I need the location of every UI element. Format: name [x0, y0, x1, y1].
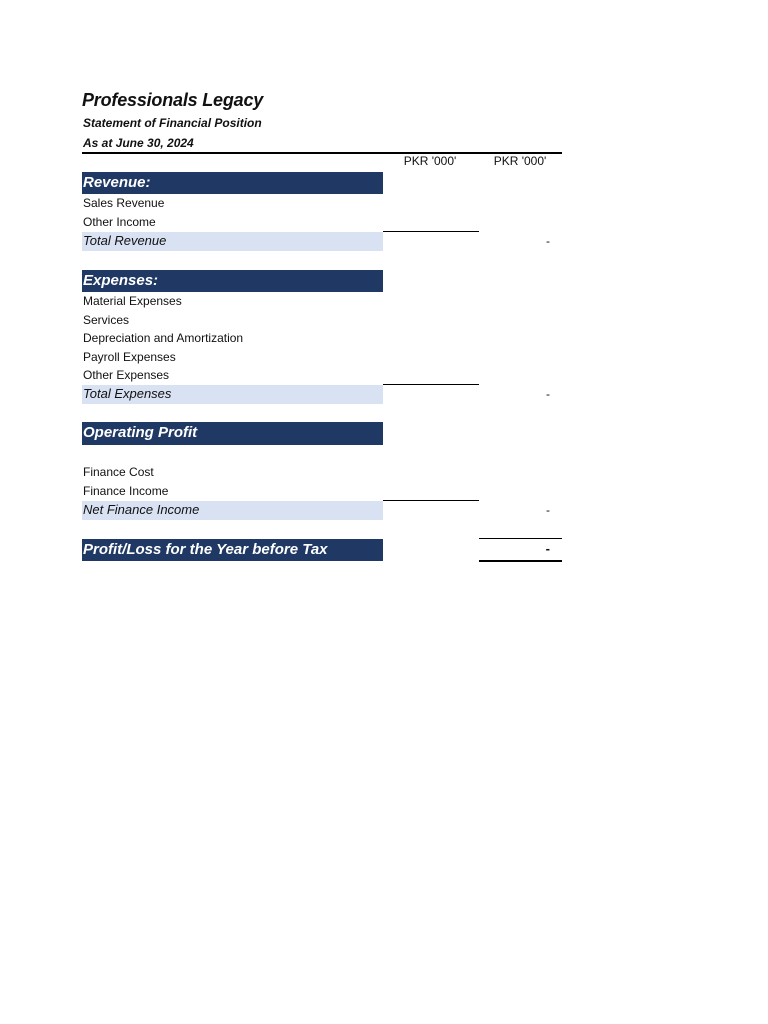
- statement-date: As at June 30, 2024: [83, 136, 194, 150]
- line-item: [82, 463, 562, 482]
- line-item-label: Finance Cost: [83, 465, 154, 479]
- total-revenue-label: Total Revenue: [83, 233, 167, 248]
- line-item-label: Finance Income: [83, 484, 169, 498]
- column-header-2: PKR '000': [493, 154, 547, 168]
- line-item-label: Material Expenses: [83, 294, 182, 308]
- line-item: [82, 292, 562, 311]
- expenses-heading: [82, 270, 383, 292]
- line-item: [82, 366, 562, 385]
- line-item-label: Other Expenses: [83, 368, 170, 382]
- line-item-label: Other Income: [83, 215, 156, 229]
- line-item-label: Payroll Expenses: [83, 350, 176, 364]
- total-revenue-value: -: [546, 234, 550, 248]
- line-item: [82, 329, 562, 348]
- net-finance-value-row: [82, 501, 562, 520]
- line-item: [82, 311, 562, 330]
- total-expenses-value: -: [546, 387, 550, 401]
- operating-profit-heading: [82, 422, 383, 445]
- expenses-heading-label: Expenses:: [83, 272, 159, 289]
- line-item-label: Depreciation and Amortization: [83, 331, 244, 345]
- total-expenses-value-row: [82, 385, 562, 404]
- line-item: [82, 213, 562, 232]
- total-expenses-label: Total Expenses: [83, 386, 172, 401]
- revenue-heading-label: Revenue:: [83, 174, 151, 191]
- operating-profit-label: Operating Profit: [83, 424, 198, 441]
- net-finance-income-label: Net Finance Income: [83, 502, 200, 517]
- result-value: -: [545, 541, 550, 556]
- result-value-row: [82, 539, 562, 558]
- net-finance-income-value: -: [546, 503, 550, 517]
- line-item: [82, 348, 562, 367]
- result-double-rule: [479, 560, 562, 562]
- line-item: [82, 482, 562, 501]
- company-name: Professionals Legacy: [82, 90, 264, 110]
- line-item-label: Services: [83, 313, 130, 327]
- line-item: [82, 194, 562, 213]
- statement-title: Statement of Financial Position: [83, 116, 262, 130]
- revenue-heading: [82, 172, 383, 194]
- line-item-label: Sales Revenue: [83, 196, 165, 210]
- column-header-1: PKR '000': [403, 154, 457, 168]
- result-label: Profit/Loss for the Year before Tax: [83, 541, 328, 558]
- total-revenue-value-row: [82, 232, 562, 251]
